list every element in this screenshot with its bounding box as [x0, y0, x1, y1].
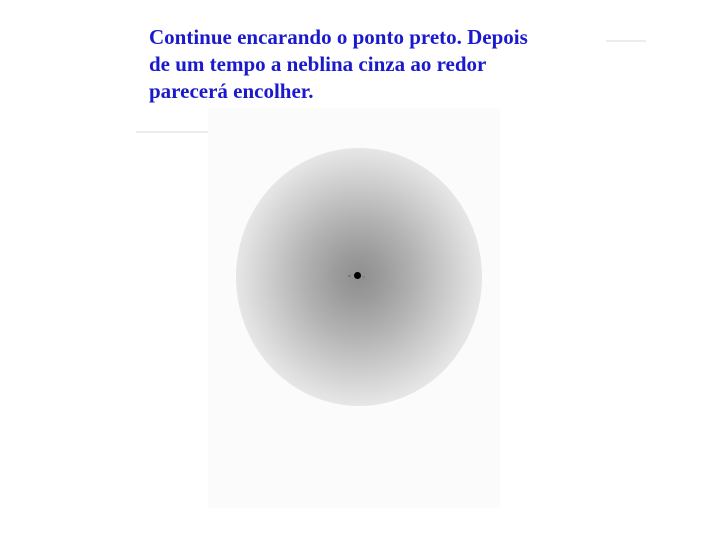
- black-fixation-dot: [354, 272, 361, 279]
- scan-streak-top-right: [606, 40, 646, 42]
- instruction-text: [149, 24, 609, 105]
- instruction-line-2: de um tempo a neblina cinza ao redor: [149, 52, 487, 76]
- scan-streak-left: [136, 131, 212, 133]
- instruction-line-1: Continue encarando o ponto preto. Depois: [149, 25, 528, 49]
- artifact-right: [363, 276, 365, 278]
- instruction-line-3: parecerá encolher.: [149, 79, 314, 103]
- artifact-left: [348, 275, 351, 277]
